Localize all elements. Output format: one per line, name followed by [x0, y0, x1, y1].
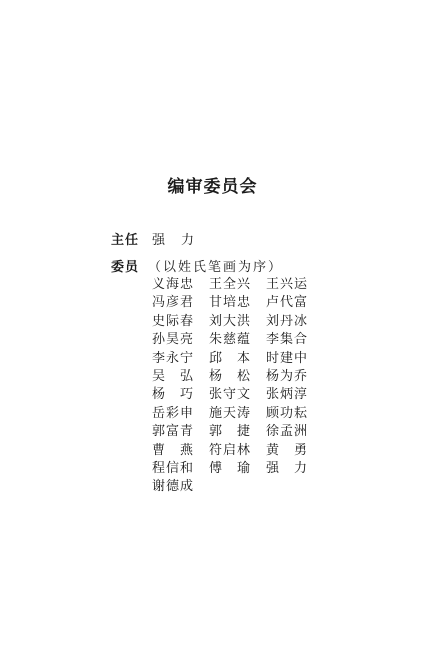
member-name: 刘丹冰: [266, 313, 309, 329]
member-name: 谢德成: [152, 479, 195, 495]
member-name: 曹燕: [152, 442, 209, 458]
member-name: 程信和: [152, 460, 195, 476]
member-name: 杨松: [209, 368, 266, 384]
member-name: 甘培忠: [209, 295, 252, 311]
member-name: 孙昊亮: [152, 332, 195, 348]
member-name: 顾功耘: [266, 405, 309, 421]
member-name: 施天涛: [209, 405, 252, 421]
member-name: 王全兴: [209, 277, 252, 292]
member-name: 义海忠: [152, 277, 195, 292]
member-name: 冯彦君: [152, 295, 195, 311]
member-name-list: [152, 273, 323, 494]
member-name: 卢代富: [266, 295, 309, 311]
members-order-note: （以姓氏笔画为序）: [148, 260, 284, 275]
member-name: 朱慈蕴: [209, 332, 252, 348]
member-name: 杨为乔: [266, 368, 309, 384]
member-name: 郭捷: [209, 424, 266, 440]
members-label: 委员: [111, 260, 140, 275]
member-name: 邱本: [209, 350, 266, 366]
page-title: 编审委员会: [167, 177, 258, 197]
member-name: 王兴运: [266, 277, 309, 292]
member-name: 李永宁: [152, 350, 195, 366]
member-name: 岳彩申: [152, 405, 195, 421]
member-name: 强力: [266, 460, 323, 476]
member-name: 史际春: [152, 313, 195, 329]
member-name: 张炳淳: [266, 387, 309, 403]
member-name: 刘大洪: [209, 313, 252, 329]
member-name: 傅瑜: [209, 460, 266, 476]
member-name: 李集合: [266, 332, 309, 348]
chair-label: 主任: [111, 233, 140, 248]
member-name: 符启林: [209, 442, 252, 458]
chair-name: 强力: [152, 233, 211, 248]
member-name: 杨巧: [152, 387, 209, 403]
member-name: 黄勇: [266, 442, 323, 458]
member-name: 吴弘: [152, 368, 209, 384]
member-name: 徐孟洲: [266, 424, 309, 440]
member-name: 时建中: [266, 350, 309, 366]
member-name: 郭富青: [152, 424, 195, 440]
member-name: 张守文: [209, 387, 252, 403]
